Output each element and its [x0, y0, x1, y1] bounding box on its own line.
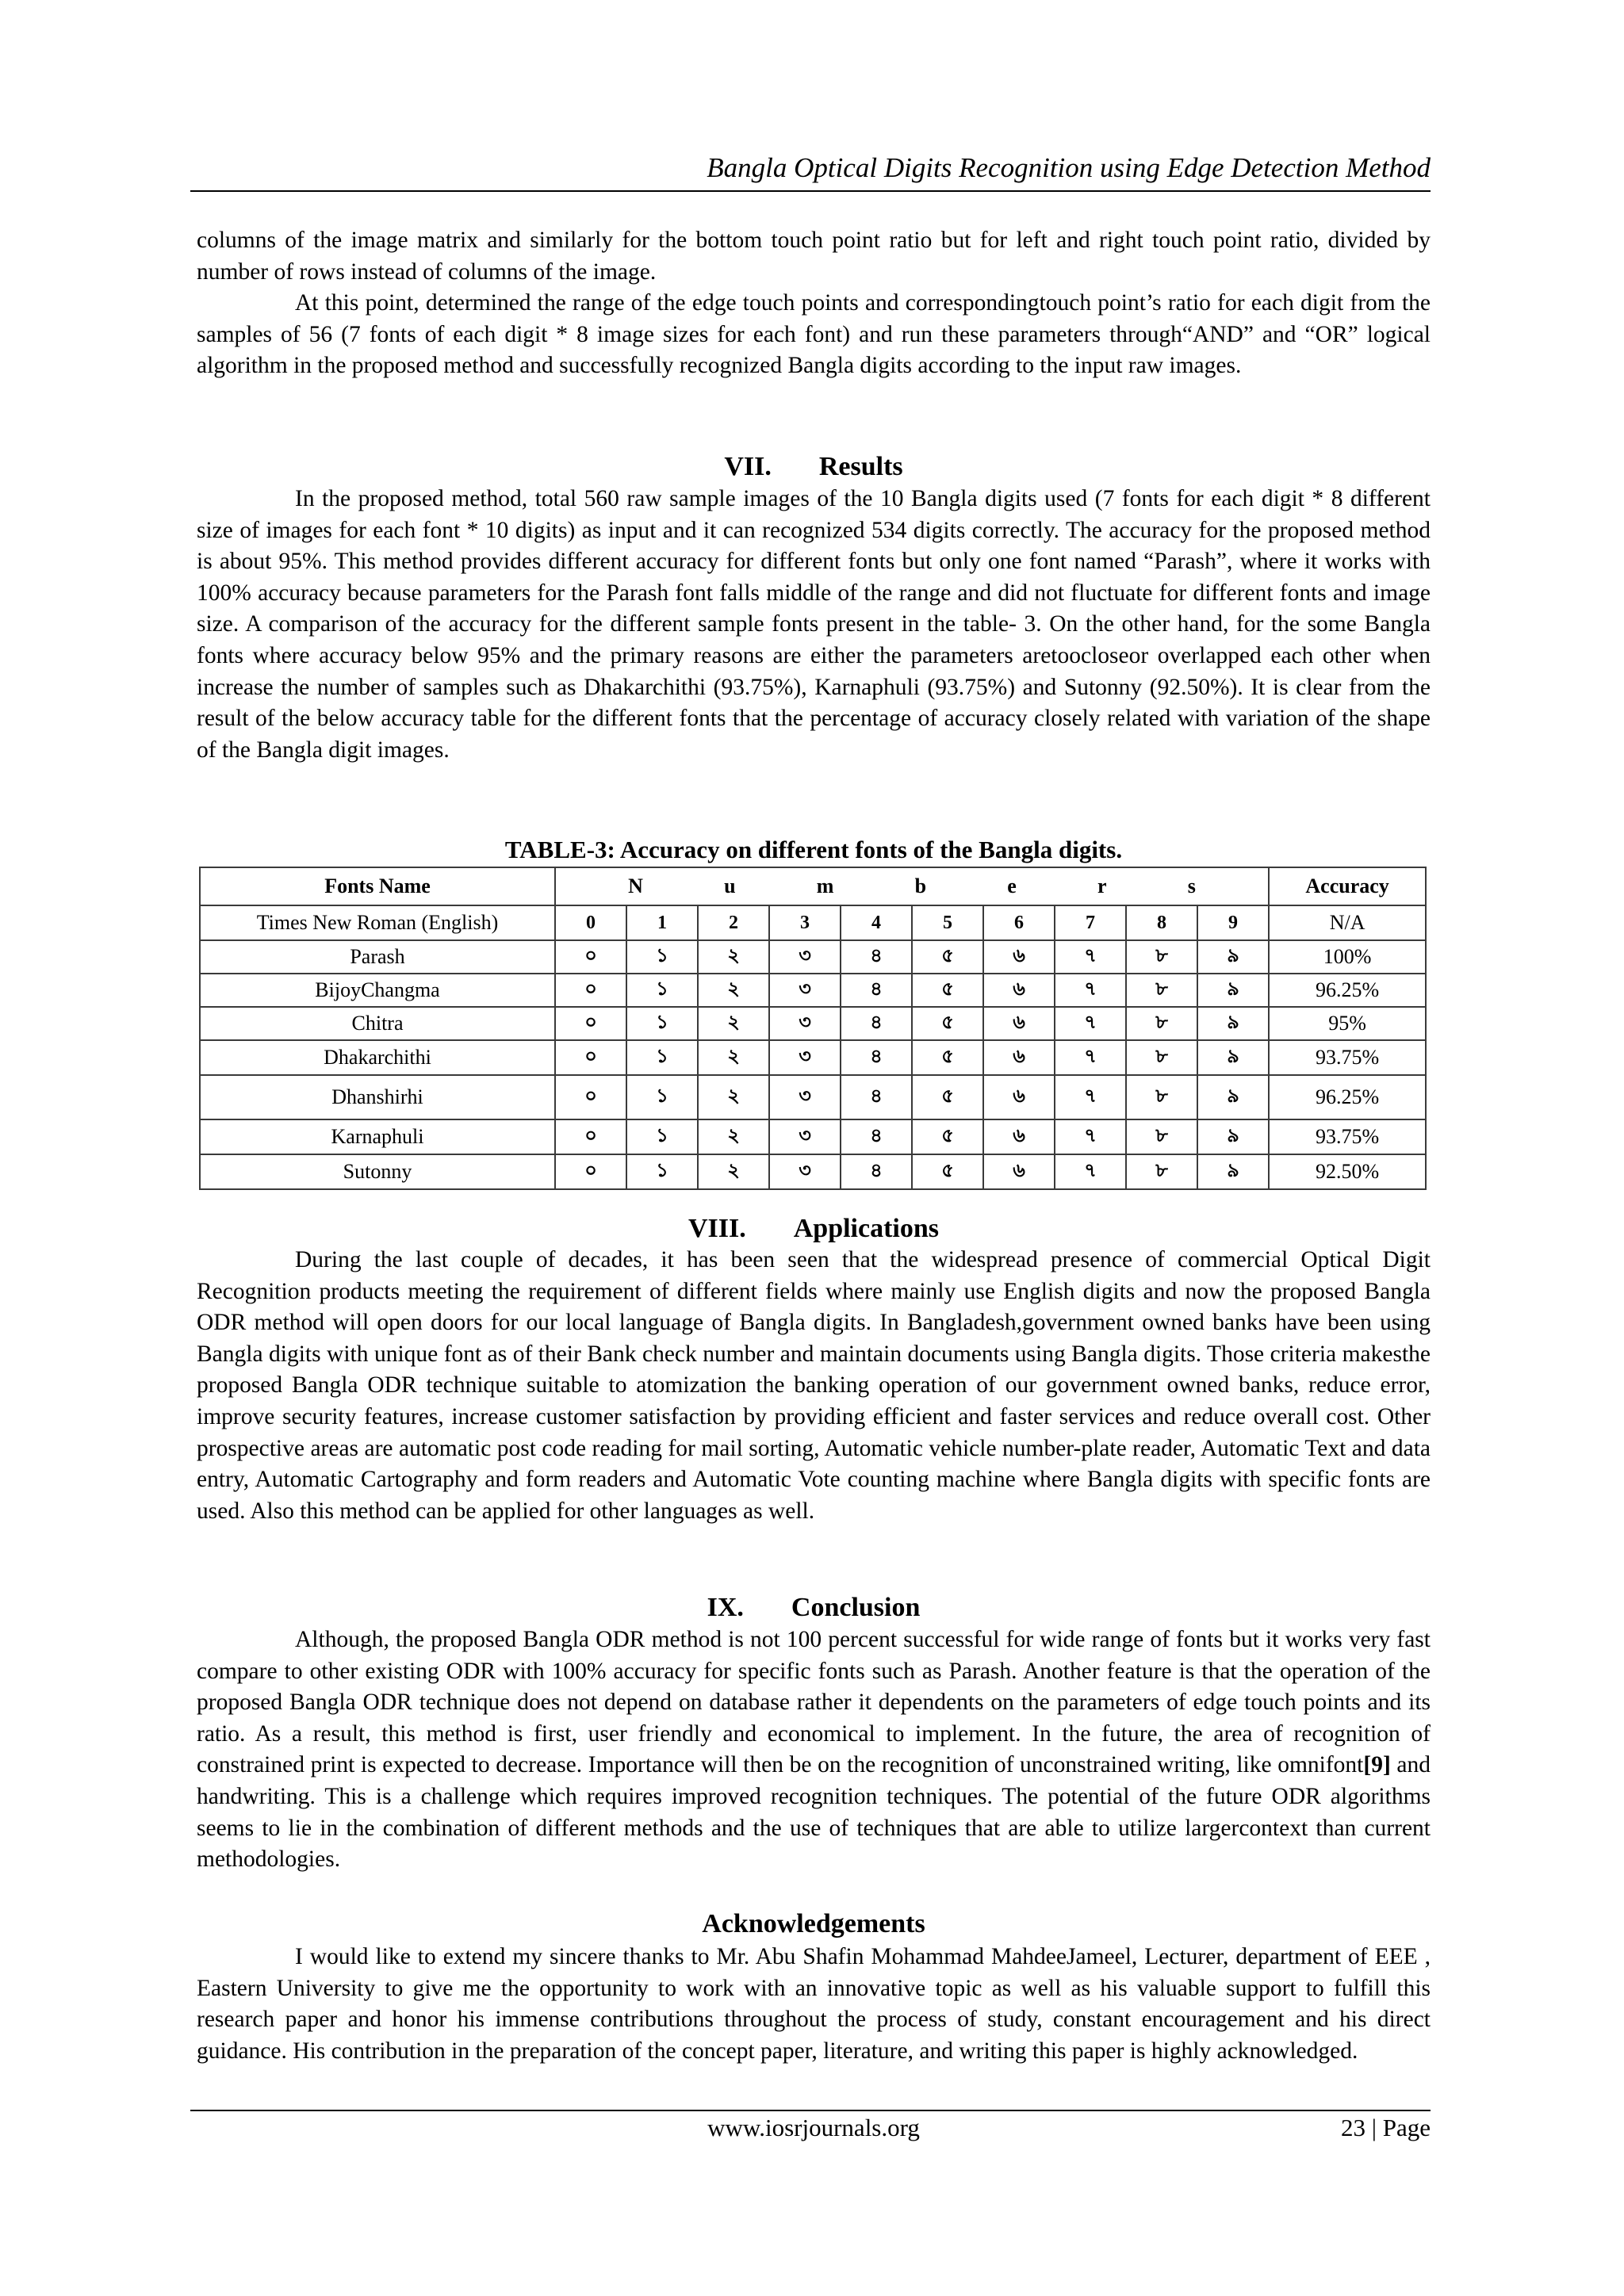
- font-name-cell: Times New Roman (English): [200, 905, 555, 940]
- digit-cell: ৫: [912, 1007, 983, 1040]
- accuracy-cell: 93.75%: [1269, 1119, 1426, 1154]
- digit-cell: ১: [626, 974, 698, 1007]
- digit-cell: ১: [626, 1154, 698, 1189]
- table-row: [200, 905, 1426, 940]
- digit-cell: ০: [555, 940, 626, 974]
- digit-cell: 2: [698, 905, 769, 940]
- table-row: [200, 1154, 1426, 1189]
- digit-cell: ০: [555, 974, 626, 1007]
- digit-cell: 9: [1197, 905, 1269, 940]
- col-numbers: [555, 867, 1269, 905]
- numbers-header-letter: s: [1187, 874, 1196, 897]
- digit-cell: ১: [626, 1040, 698, 1075]
- applications-text: [197, 1245, 1431, 1527]
- digit-cell: ২: [698, 974, 769, 1007]
- digit-cell: ৭: [1055, 974, 1126, 1007]
- digit-cell: 6: [983, 905, 1055, 940]
- results-heading-number: VII.: [724, 452, 772, 481]
- results-text: [197, 484, 1431, 766]
- digit-cell: ১: [626, 940, 698, 974]
- numbers-header-letter: r: [1097, 874, 1107, 897]
- table-row: [200, 940, 1426, 974]
- digit-cell: ৭: [1055, 940, 1126, 974]
- conclusion-text: [197, 1624, 1431, 1876]
- digit-cell: ৩: [769, 1007, 841, 1040]
- digit-cell: ৩: [769, 1154, 841, 1189]
- digit-cell: ৫: [912, 940, 983, 974]
- accuracy-cell: 100%: [1269, 940, 1426, 974]
- digit-cell: ৪: [841, 1007, 912, 1040]
- digit-cell: ০: [555, 1007, 626, 1040]
- table-caption: TABLE-3: Accuracy on different fonts of the Bangla digits.: [504, 836, 1123, 863]
- font-name-cell: BijoyChangma: [200, 974, 555, 1007]
- accuracy-cell: 96.25%: [1269, 974, 1426, 1007]
- applications-heading: [197, 1211, 1431, 1246]
- digit-cell: ২: [698, 1154, 769, 1189]
- conclusion-heading-title: Conclusion: [791, 1593, 921, 1622]
- digit-cell: ৬: [983, 1075, 1055, 1119]
- digit-cell: ৮: [1126, 1007, 1197, 1040]
- digit-cell: ৯: [1197, 1119, 1269, 1154]
- numbers-header-letter: e: [1007, 874, 1017, 897]
- digit-cell: ০: [555, 1040, 626, 1075]
- accuracy-table: [199, 867, 1427, 1190]
- col-accuracy: Accuracy: [1269, 867, 1426, 905]
- footer-rule: [190, 2110, 1431, 2111]
- digit-cell: ৩: [769, 1040, 841, 1075]
- digit-cell: ৮: [1126, 940, 1197, 974]
- conclusion-heading-number: IX.: [707, 1593, 744, 1622]
- digit-cell: ০: [555, 1154, 626, 1189]
- digit-cell: 7: [1055, 905, 1126, 940]
- digit-cell: ৫: [912, 1040, 983, 1075]
- font-name-cell: Sutonny: [200, 1154, 555, 1189]
- digit-cell: ৬: [983, 974, 1055, 1007]
- digit-cell: ২: [698, 1075, 769, 1119]
- font-name-cell: Dhakarchithi: [200, 1040, 555, 1075]
- intro-text: [197, 225, 1431, 382]
- digit-cell: ৭: [1055, 1119, 1126, 1154]
- digit-cell: ৮: [1126, 1154, 1197, 1189]
- digit-cell: ৬: [983, 1119, 1055, 1154]
- acknowledgements-paragraph: I would like to extend my sincere thanks to Mr. Abu Shafin Mohammad MahdeeJameel, Lecturer, department of EEE , Eastern University to give me the opportunity to work with an innovative topic as well as his valuable support to fulfill this research paper and honor his immense contributions throughout the process of study, constant encouragement and his direct guidance. His contribution in the preparation of the concept paper, literature, and writing this paper is highly acknowledged.: [197, 1944, 1431, 2064]
- digit-cell: 0: [555, 905, 626, 940]
- digit-cell: ৯: [1197, 1154, 1269, 1189]
- digit-cell: ৪: [841, 1119, 912, 1154]
- accuracy-cell: N/A: [1269, 905, 1426, 940]
- citation-reference[interactable]: [9]: [1363, 1752, 1391, 1778]
- digit-cell: ৮: [1126, 1075, 1197, 1119]
- digit-cell: ০: [555, 1075, 626, 1119]
- table-row: [200, 1007, 1426, 1040]
- digit-cell: ৬: [983, 1040, 1055, 1075]
- digit-cell: ৪: [841, 1040, 912, 1075]
- font-name-cell: Karnaphuli: [200, 1119, 555, 1154]
- acknowledgements-heading: Acknowledgements: [702, 1909, 925, 1938]
- digit-cell: ৮: [1126, 974, 1197, 1007]
- digit-cell: ১: [626, 1007, 698, 1040]
- running-header: Bangla Optical Digits Recognition using Edge Detection Method: [707, 152, 1431, 183]
- font-name-cell: Chitra: [200, 1007, 555, 1040]
- table-row: [200, 1075, 1426, 1119]
- digit-cell: ৪: [841, 940, 912, 974]
- digit-cell: ০: [555, 1119, 626, 1154]
- digit-cell: ৬: [983, 1007, 1055, 1040]
- conclusion-text-part-2: and handwriting. This is a challenge which requires improved recognition techniques. The potential of the future ODR algorithms seems to lie in the combination of different methods and the use of techniques that are able to utilize largercontext than current methodologies.: [197, 1752, 1431, 1873]
- numbers-header-letter: m: [816, 874, 834, 897]
- results-heading: [197, 450, 1431, 484]
- conclusion-heading: [197, 1590, 1431, 1625]
- digit-cell: ৮: [1126, 1040, 1197, 1075]
- digit-cell: ৬: [983, 940, 1055, 974]
- footer-url[interactable]: www.iosrjournals.org: [707, 2114, 920, 2141]
- font-name-cell: Parash: [200, 940, 555, 974]
- digit-cell: ৮: [1126, 1119, 1197, 1154]
- digit-cell: ৭: [1055, 1154, 1126, 1189]
- digit-cell: ৭: [1055, 1040, 1126, 1075]
- digit-cell: ২: [698, 1119, 769, 1154]
- numbers-header-letter: b: [914, 874, 927, 897]
- digit-cell: ৩: [769, 940, 841, 974]
- header-rule: [190, 190, 1431, 192]
- digit-cell: ২: [698, 1040, 769, 1075]
- font-name-cell: Dhanshirhi: [200, 1075, 555, 1119]
- intro-paragraph-1: columns of the image matrix and similarly for the bottom touch point ratio but for left and right touch point ratio, divided by number of rows instead of columns of the image.: [197, 228, 1431, 285]
- accuracy-cell: 92.50%: [1269, 1154, 1426, 1189]
- digit-cell: ৭: [1055, 1075, 1126, 1119]
- numbers-header-letter: u: [724, 874, 736, 897]
- digit-cell: ৩: [769, 1119, 841, 1154]
- col-fonts-name: Fonts Name: [200, 867, 555, 905]
- digit-cell: ২: [698, 1007, 769, 1040]
- digit-cell: ৪: [841, 1154, 912, 1189]
- digit-cell: ২: [698, 940, 769, 974]
- acknowledgements-text: [197, 1942, 1431, 2067]
- digit-cell: ৪: [841, 974, 912, 1007]
- results-heading-title: Results: [818, 452, 903, 481]
- digit-cell: 4: [841, 905, 912, 940]
- digit-cell: ৪: [841, 1075, 912, 1119]
- digit-cell: ১: [626, 1119, 698, 1154]
- accuracy-cell: 96.25%: [1269, 1075, 1426, 1119]
- digit-cell: ৯: [1197, 1007, 1269, 1040]
- intro-paragraph-2: At this point, determined the range of the edge touch points and correspondingtouch point’s ratio for each digit from the samples of 56 (7 fonts of each digit * 8 image sizes for each font) and run these parameters through“AND” and “OR” logical algorithm in the proposed method and successfully recognized Bangla digits according to the input raw images.: [197, 290, 1431, 379]
- digit-cell: ১: [626, 1075, 698, 1119]
- digit-cell: ৯: [1197, 1075, 1269, 1119]
- digit-cell: 8: [1126, 905, 1197, 940]
- digit-cell: ৯: [1197, 974, 1269, 1007]
- applications-heading-number: VIII.: [688, 1214, 746, 1243]
- digit-cell: ৯: [1197, 940, 1269, 974]
- digit-cell: ৭: [1055, 1007, 1126, 1040]
- table-row: [200, 1119, 1426, 1154]
- accuracy-cell: 93.75%: [1269, 1040, 1426, 1075]
- applications-paragraph: During the last couple of decades, it has been seen that the widespread presence of commercial Optical Digit Recognition products meeting the requirement of different fields where mainly use English digits and now the proposed Bangla ODR method will open doors for our local language of Bangla digits. In Bangladesh,government owned banks have been using Bangla digits with unique font as of their Bank check number and maintain documents using Bangla digits. Those criteria makesthe proposed Bangla ODR technique suitable to atomization the banking operation of our government owned banks, reduce error, improve security features, increase customer satisfaction by providing efficient and faster services and reduce overall cost. Other prospective areas are automatic post code reading for mail sorting, Automatic vehicle number-plate reader, Automatic Text and data entry, Automatic Cartography and form readers and Automatic Vote counting machine where Bangla digits with specific fonts are used. Also this method can be applied for other languages as well.: [197, 1247, 1431, 1524]
- page-number: 23 | Page: [1341, 2114, 1431, 2141]
- table-header-row: [200, 867, 1426, 905]
- table-row: [200, 974, 1426, 1007]
- digit-cell: ৫: [912, 974, 983, 1007]
- digit-cell: 3: [769, 905, 841, 940]
- digit-cell: 5: [912, 905, 983, 940]
- digit-cell: 1: [626, 905, 698, 940]
- conclusion-paragraph: [197, 1624, 1431, 1876]
- digit-cell: ৩: [769, 974, 841, 1007]
- digit-cell: ৯: [1197, 1040, 1269, 1075]
- numbers-header-letter: N: [628, 874, 643, 897]
- digit-cell: ৬: [983, 1154, 1055, 1189]
- accuracy-cell: 95%: [1269, 1007, 1426, 1040]
- conclusion-text-part-1: Although, the proposed Bangla ODR method is not 100 percent successful for wide range of fonts but it works very fast compare to other existing ODR with 100% accuracy for specific fonts such as Parash. Another feature is that the operation of the proposed Bangla ODR technique does not depend on database rather it dependents on the parameters of edge touch points and its ratio. As a result, this method is first, user friendly and economical to implement. In the future, the area of recognition of constrained print is expected to decrease. Importance will then be on the recognition of unconstrained writing, like omnifont: [197, 1627, 1431, 1778]
- applications-heading-title: Applications: [793, 1214, 939, 1243]
- results-paragraph: In the proposed method, total 560 raw sample images of the 10 Bangla digits used (7 fonts for each digit * 8 different size of images for each font * 10 digits) as input and it can recognized 534 digits correctly. The accuracy for the proposed method is about 95%. This method provides different accuracy for different fonts but only one font named “Parash”, where it works with 100% accuracy because parameters for the Parash font falls middle of the range and did not fluctuate for different fonts and image size. A comparison of the accuracy for the different sample fonts present in the table- 3. On the other hand, for the some Bangla fonts where accuracy below 95% and the primary reasons are either the parameters aretoocloseor overlapped each other when increase the number of samples such as Dhakarchithi (93.75%), Karnaphuli (93.75%) and Sutonny (92.50%). It is clear from the result of the below accuracy table for the different fonts that the percentage of accuracy closely related with variation of the shape of the Bangla digit images.: [197, 486, 1431, 763]
- digit-cell: ৩: [769, 1075, 841, 1119]
- digit-cell: ৫: [912, 1075, 983, 1119]
- table-row: [200, 1040, 1426, 1075]
- digit-cell: ৫: [912, 1119, 983, 1154]
- digit-cell: ৫: [912, 1154, 983, 1189]
